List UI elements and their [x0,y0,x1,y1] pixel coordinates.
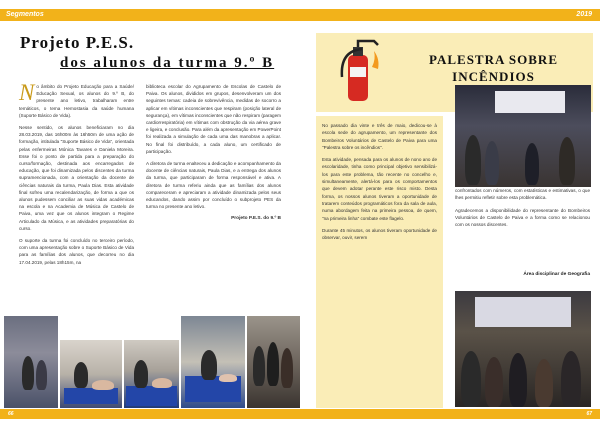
article-column-1 [19,80,134,271]
paragraph: Nesse sentido, os alunos beneficiaram no dia 28.03.2019, das 16h00m às 16h50m de uma ação de formação, intitulada "Suporte Básico de Vida", orientada pelas enfermeiras Mónica Tavares e Daniela Moreira. Esse foi o ponto de partida para a preparação do curso/formação, destinada aos encarregados de educação, que foi dinamizada pelos discentes da turma supramencionada, com a orientação da docente de ciências naturais da turma, Paula Dias. Esta atividade final sofreu uma recalendarização, de forma a que os alunos pudessem conciliar as suas vidas académicas na escola e na Academia de Música de Castelo de Paiva, uma vez que os alunos integram o Regime Articulado da Música, e as atividades preparatórias do curso. [19,125,134,231]
photo-group-students [247,316,300,408]
section-header-right [300,9,600,21]
paragraph: A diretora de turma enalteceu a dedicação e acompanhamento da docente de ciências naturais, Paula Dias, e a entrega dos alunos da turma, que participaram de forma responsável e ativa. A diretora de turma referiu ainda que as famílias dos alunos compareceram e apreciaram a atividade dinamizada pelos seus educandos, dando assim por concluído o subprojeto PES da turma no presente ano letivo. [146,161,281,210]
paragraph: No âmbito do Projeto Educação para a Saúde/ Educação Sexual, os alunos do 9.º B, do presente ano letivo, trabalharam entre temáticos, o tema Hemostasia da saúde humana (Suporte Básico de Vida). [19,80,134,118]
paragraph: Agradecemos a disponibilidade do representante do Bombeiros Voluntários de Castelo de Paiva e a forma como se relacionou com os nossos discentes. [455,207,590,228]
article-column-2 [455,187,590,233]
photo-cpr-practice-2 [124,340,179,408]
photo-lecture-hall [455,291,591,407]
photo-strip [0,316,300,408]
paragraph: No passado dia vinte e três de maio, dedicou-se à escola sede do agrupamento, um representante dos Bombeiros Voluntários de Castelo de Paiva para uma "Palestra sobre os incêndios". [322,123,437,150]
paragraph: biblioteca escolar do Agrupamento de Escolas de Castelo de Paiva. Os alunos, divididos em grupos, desenvolveram um dos seguintes temas: cadeia de sobrevivência, medidas de socorro a aplicar em vítimas inconscientes que respiram (posição lateral de segurança), em vítimas inconscientes que não respiram (paragem cardiorrespiratória) em vítimas com obstrução da via aérea grave e ligeira, e conclusão. Para além da apresentação em PowerPoint foi realizada a simulação de cada uma das manobras a aplicar. No final foi distribuído, a cada aluno, um certificado de participação. [146,84,281,154]
paragraph: O suporte da turma foi concluído no terceiro período, com uma apresentação sobre o Suporte Básico de Vida para as famílias dos alunos, que decorreu no dia 17.04.2019, pelas 18h15m, na [19,238,134,265]
article-signature: Área disciplinar de Geografia [523,272,590,277]
paragraph: confrontados com números, com estatísticas e estimativas, o que lhes permitiu refletir sobre esta problemática. [455,188,590,201]
article-column-2 [146,83,281,223]
year-label: 2019 [576,11,592,18]
article-title: PALESTRA SOBRE INCÊNDIOS [429,52,558,84]
article-signature: Projeto P.E.S. do 9.º B [231,216,281,222]
paragraph: Durante 45 minutos, os alunos tiveram oportunidade de observar, ouvir, serem [322,227,437,241]
article-title-line2: dos alunos da turma 9.º B [60,55,275,71]
left-page [0,21,300,409]
page-number-left: 66 [8,411,14,417]
section-label: Segmentos [6,11,44,18]
photo-cpr-practice-1 [60,340,122,408]
footer-right [300,409,600,419]
photo-cpr-practice-3 [181,316,245,408]
section-header-left [0,9,300,21]
photo-classroom-presentation [4,316,58,408]
article-title-line1: Projeto P.E.S. [20,33,135,52]
right-page [300,21,600,409]
footer-left [0,409,300,419]
paragraph: Esta atividade, pensada para os alunos de nono ano de escolaridade, tinha como principal objetivo sensibilizá-los para este problema, tão recente no concelho e, simultaneamente, alertá-los para os comportamentos que devem adotar perante este risco misto. Desta forma, os nossos alunos tiveram a oportunidade de tratarem conteúdos programáticos fora da sala de aula, numa abordagem feita na primeira pessoa, de quem, "na primeira linha" combate este flagelo. [322,157,437,221]
drop-cap: N [19,80,35,105]
page-number-right: 67 [586,411,592,417]
fire-extinguisher-icon [334,37,382,105]
photo-lecture-audience [455,85,591,187]
article-column-1 [316,116,443,408]
